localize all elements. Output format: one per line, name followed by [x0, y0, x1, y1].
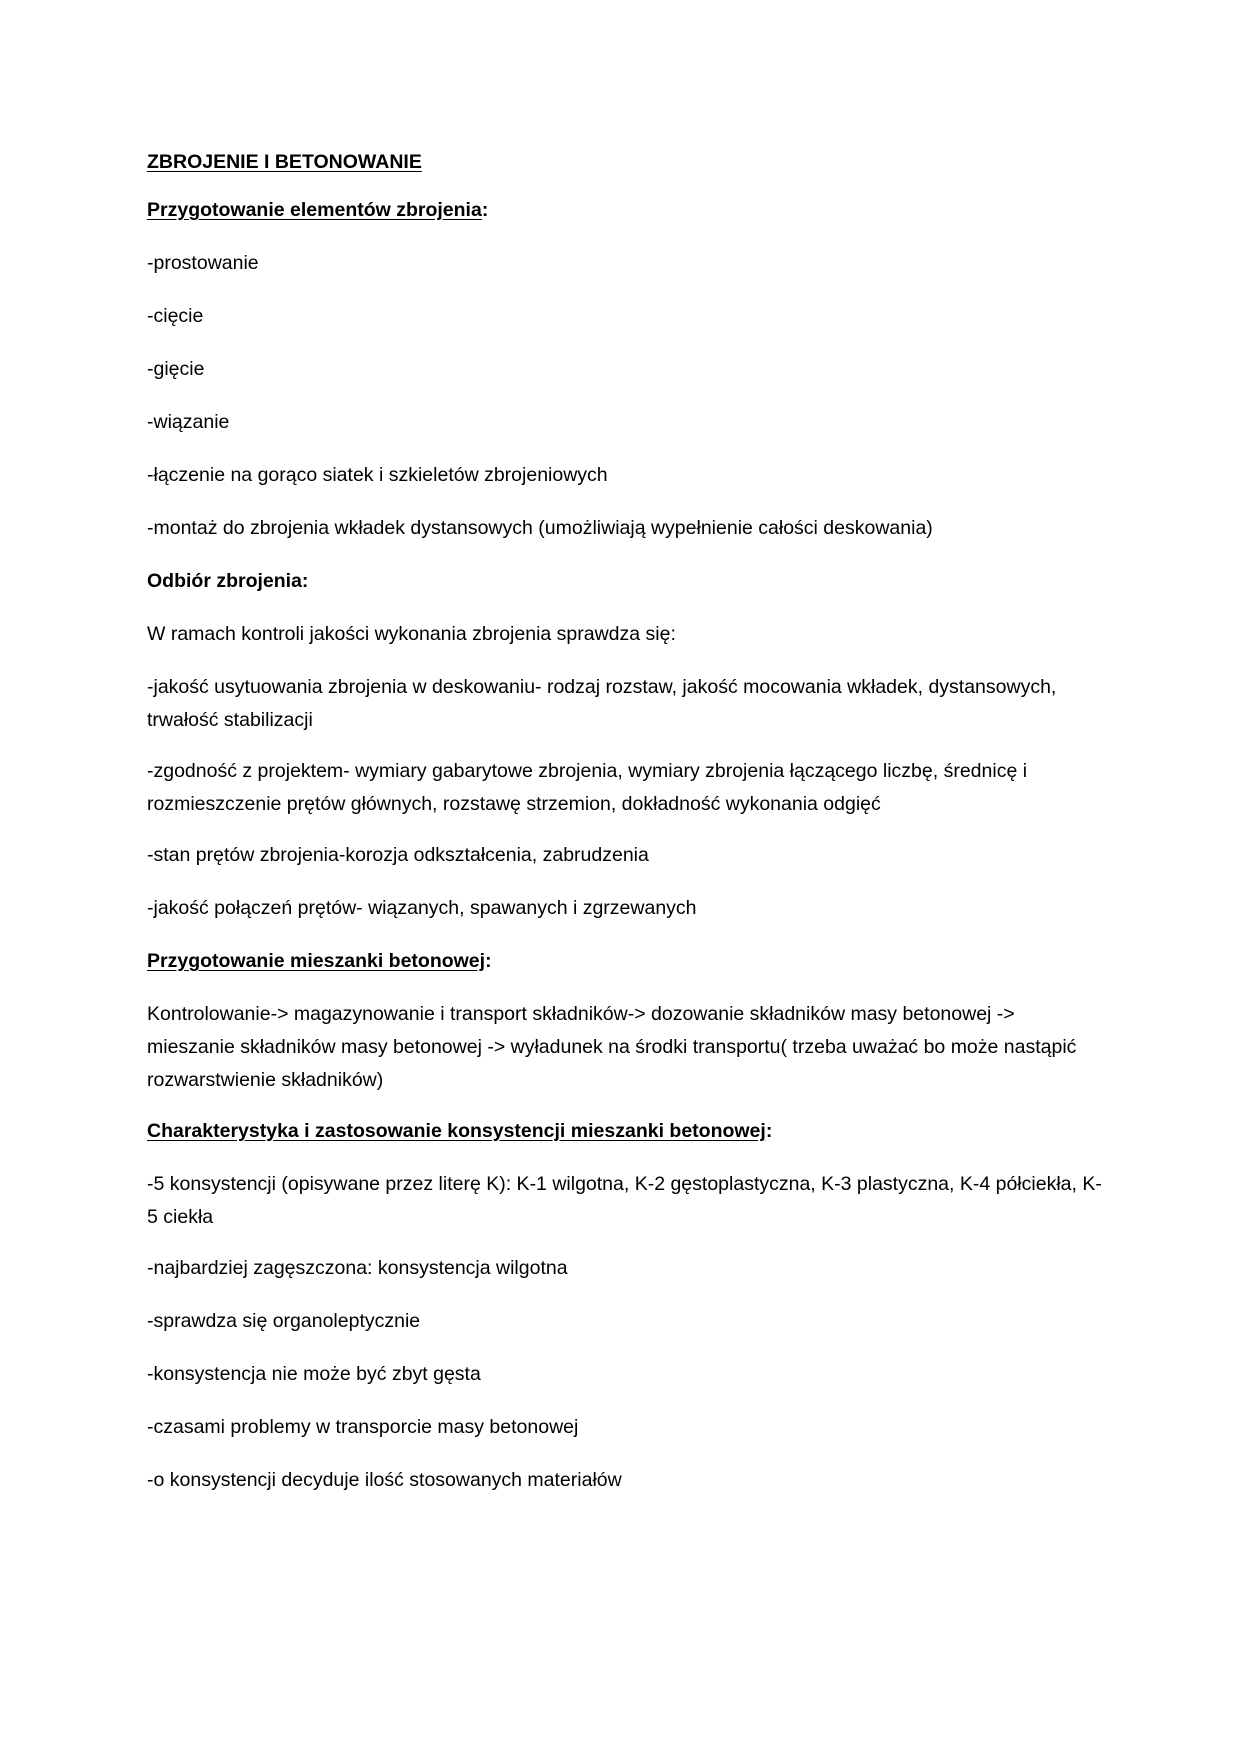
section-heading: Odbiór zbrojenia:	[147, 570, 309, 592]
list-item: -gięcie	[147, 358, 205, 380]
list-item: -czasami problemy w transporcie masy betonowej	[147, 1416, 579, 1438]
document-body	[147, 146, 1102, 1517]
list-item: -jakość połączeń prętów- wiązanych, spawanych i zgrzewanych	[147, 897, 697, 919]
list-item: -prostowanie	[147, 252, 259, 274]
list-item: -łączenie na gorąco siatek i szkieletów zbrojeniowych	[147, 464, 608, 486]
list-item: -wiązanie	[147, 411, 230, 433]
list-item: -5 konsystencji (opisywane przez literę K): K-1 wilgotna, K-2 gęstoplastyczna, K-3 plastyczna, K-4 półciekła, K-5 ciekła	[147, 1173, 1102, 1228]
list-item: -stan prętów zbrojenia-korozja odkształcenia, zabrudzenia	[147, 844, 649, 866]
section-heading: Przygotowanie elementów zbrojenia:	[147, 199, 489, 221]
list-item: -sprawdza się organoleptycznie	[147, 1310, 421, 1332]
list-item: -zgodność z projektem- wymiary gabarytowe zbrojenia, wymiary zbrojenia łączącego liczbę, średnicę i rozmieszczenie prętów głównych, rozstawę strzemion, dokładność wykonania odgięć	[147, 760, 1028, 815]
list-item: -jakość usytuowania zbrojenia w deskowaniu- rodzaj rozstaw, jakość mocowania wkładek, dystansowych, trwałość stabilizacji	[147, 676, 1057, 731]
list-item: -montaż do zbrojenia wkładek dystansowych (umożliwiają wypełnienie całości deskowania)	[147, 517, 933, 539]
section-heading: Przygotowanie mieszanki betonowej:	[147, 950, 492, 972]
section-paragraph: Kontrolowanie-> magazynowanie i transport składników-> dozowanie składników masy betonowej -> mieszanie składników masy betonowej -> wyładunek na środki transportu( trzeba uważać bo może nastąpić rozwarstwienie składników)	[147, 1003, 1077, 1091]
section-heading: Charakterystyka i zastosowanie konsystencji mieszanki betonowej:	[147, 1120, 773, 1142]
list-item: -konsystencja nie może być zbyt gęsta	[147, 1363, 481, 1385]
section-intro: W ramach kontroli jakości wykonania zbrojenia sprawdza się:	[147, 623, 676, 645]
document-title: ZBROJENIE I BETONOWANIE	[147, 151, 422, 173]
list-item: -o konsystencji decyduje ilość stosowanych materiałów	[147, 1469, 622, 1491]
list-item: -najbardziej zagęszczona: konsystencja wilgotna	[147, 1257, 568, 1279]
list-item: -cięcie	[147, 305, 204, 327]
